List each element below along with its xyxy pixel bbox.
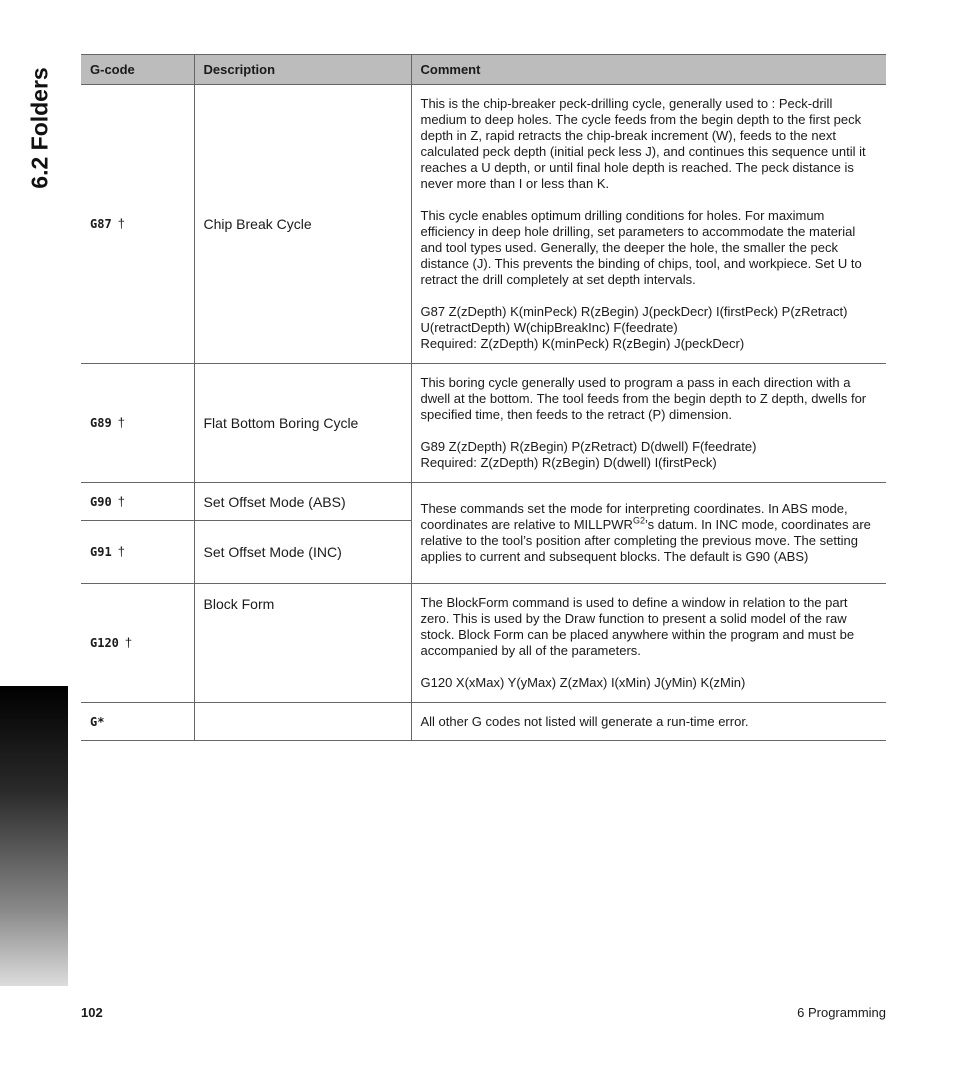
syntax-line: G120 X(xMax) Y(yMax) Z(zMax) I(xMin) J(yMin) K(zMin) bbox=[420, 675, 746, 690]
gcode-value: G120 bbox=[90, 636, 119, 650]
gcode-value: G91 bbox=[90, 545, 112, 559]
description-cell: Flat Bottom Boring Cycle bbox=[194, 364, 411, 483]
superscript-g2: G2 bbox=[632, 515, 645, 526]
description-cell: Set Offset Mode (INC) bbox=[194, 521, 411, 584]
description-cell: Chip Break Cycle bbox=[194, 85, 411, 364]
dagger-mark: † bbox=[124, 635, 133, 650]
dagger-mark: † bbox=[117, 544, 125, 559]
dagger-mark: † bbox=[117, 415, 125, 430]
comment-paragraph: This boring cycle generally used to program a pass in each direction with a dwell at the bottom. The tool feeds from the begin depth to Z depth, dwells for specified time, then feeds to the retract (P) dimension. bbox=[420, 375, 867, 422]
syntax-line: G87 Z(zDepth) K(minPeck) R(zBegin) J(peckDecr) I(firstPeck) P(zRetract) U(retractDepth) W(chipBreakInc) F(feedrate) bbox=[420, 304, 848, 335]
side-gradient-tab bbox=[0, 686, 68, 986]
header-description: Description bbox=[194, 55, 411, 85]
required-line: Required: Z(zDepth) R(zBegin) D(dwell) I(firstPeck) bbox=[420, 455, 717, 470]
comment-cell bbox=[411, 584, 886, 703]
comment-paragraph: This cycle enables optimum drilling conditions for holes. For maximum efficiency in deep hole drilling, set parameters to accommodate the material and tool types used. Generally, the deeper the hole, the smaller the peck distance (J). This prevents the binding of chips, tool, and workpiece. Set U to retract the drill completely at set depth intervals. bbox=[420, 208, 862, 287]
side-section-title-text: 6.2 Folders bbox=[26, 67, 53, 189]
comment-text: These commands set the mode for interpreting coordinates. In ABS mode, coordinates are relative to MILLPWR bbox=[420, 501, 848, 532]
comment-text: ’s datum. In INC mode, coordinates are relative to the tool’s position after completing the previous move. The setting applies to current and subsequent blocks. The default is G90 (ABS) bbox=[420, 517, 871, 564]
dagger-mark: † bbox=[117, 216, 125, 231]
header-comment: Comment bbox=[411, 55, 886, 85]
gcode-cell bbox=[81, 85, 194, 364]
comment-cell bbox=[411, 483, 886, 584]
comment-cell bbox=[411, 85, 886, 364]
gcode-cell bbox=[81, 483, 194, 521]
gcode-cell bbox=[81, 364, 194, 483]
description-cell bbox=[194, 703, 411, 741]
description-cell: Block Form bbox=[194, 584, 411, 703]
gcode-table bbox=[81, 54, 886, 741]
gcode-value: G90 bbox=[90, 494, 112, 509]
table-row-g90 bbox=[81, 483, 886, 521]
gcode-cell bbox=[81, 584, 194, 703]
dagger-mark: † bbox=[117, 493, 125, 509]
required-line: Required: Z(zDepth) K(minPeck) R(zBegin) J(peckDecr) bbox=[420, 336, 745, 351]
comment-cell bbox=[411, 364, 886, 483]
comment-paragraph: The BlockForm command is used to define a window in relation to the part zero. This is used by the Draw function to present a solid model of the raw stock. Block Form can be placed anywhere within the program and must be accompanied by all of the parameters. bbox=[420, 595, 855, 658]
chapter-label: 6 Programming bbox=[797, 1005, 886, 1020]
gcode-cell bbox=[81, 521, 194, 584]
header-gcode: G-code bbox=[81, 55, 194, 85]
table-header-row bbox=[81, 55, 886, 85]
description-cell: Set Offset Mode (ABS) bbox=[194, 483, 411, 521]
side-section-title bbox=[24, 48, 56, 208]
comment-syntax bbox=[421, 304, 878, 352]
gcode-value: G87 bbox=[90, 217, 112, 231]
comment-cell: All other G codes not listed will generate a run-time error. bbox=[411, 703, 886, 741]
comment-syntax bbox=[421, 439, 878, 471]
syntax-line: G89 Z(zDepth) R(zBegin) P(zRetract) D(dwell) F(feedrate) bbox=[420, 439, 757, 454]
table-row-gstar bbox=[81, 703, 886, 741]
table-row-g120 bbox=[81, 584, 886, 703]
comment-paragraph: This is the chip-breaker peck-drilling cycle, generally used to : Peck-drill medium to deep holes. The cycle feeds from the begin depth to the first peck depth in Z, rapid retracts the chip-break increment (W), feeds to the next calculated peck depth (initial peck less J), and continues this sequence until it reaches a U depth, or until final hole depth is reached. The peck distance is never more than I or less than K. bbox=[420, 96, 866, 191]
table-row-g87 bbox=[81, 85, 886, 364]
table-row-g89 bbox=[81, 364, 886, 483]
gcode-value: G89 bbox=[90, 416, 112, 430]
page-number: 102 bbox=[81, 1005, 103, 1020]
gcode-cell: G* bbox=[81, 703, 194, 741]
